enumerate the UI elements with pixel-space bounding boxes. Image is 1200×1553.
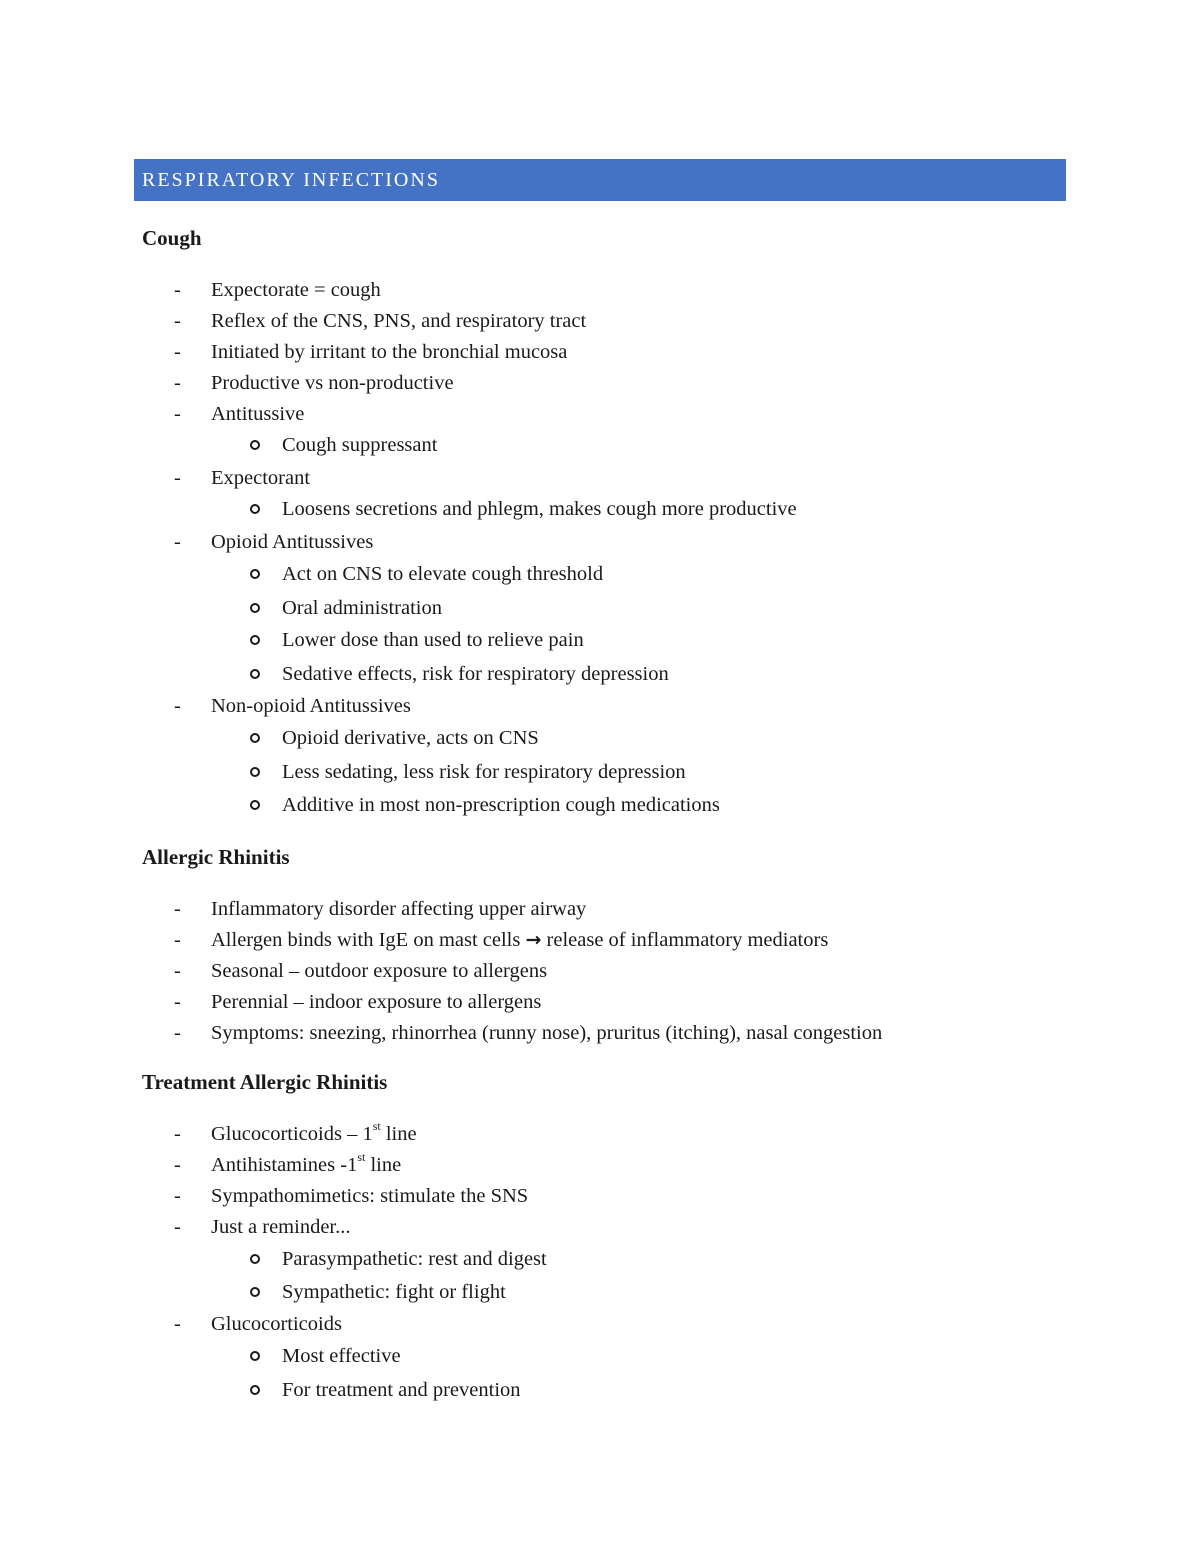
sub-list-item	[0, 1377, 1200, 1403]
list-dash-marker: -	[174, 960, 181, 982]
list-item-text: Expectorant	[211, 467, 311, 489]
list-item	[0, 1183, 1200, 1209]
list-dash-marker: -	[174, 991, 181, 1013]
sub-list-item-text: Parasympathetic: rest and digest	[282, 1248, 547, 1270]
list-item-text: Productive vs non-productive	[211, 372, 454, 394]
sub-list-item	[0, 725, 1200, 751]
list-dash-marker: -	[174, 695, 181, 717]
list-item-text: Opioid Antitussives	[211, 531, 374, 553]
list-dash-marker: -	[174, 279, 181, 301]
list-item-text: Glucocorticoids	[211, 1313, 342, 1335]
list-item	[0, 1214, 1200, 1240]
circle-bullet-icon	[250, 669, 260, 679]
circle-bullet-icon	[250, 800, 260, 810]
list-item-text: Symptoms: sneezing, rhinorrhea (runny nose), pruritus (itching), nasal congestion	[211, 1022, 883, 1044]
superscript: st	[372, 1119, 381, 1134]
list-dash-marker: -	[174, 310, 181, 332]
list-dash-marker: -	[174, 467, 181, 489]
sub-list-item-text: Act on CNS to elevate cough threshold	[282, 563, 604, 585]
list-item-text: Reflex of the CNS, PNS, and respiratory tract	[211, 310, 587, 332]
list-item	[0, 277, 1200, 303]
sub-list-item	[0, 1343, 1200, 1369]
list-item	[0, 1020, 1200, 1046]
sub-list-item-text: Sympathetic: fight or flight	[282, 1281, 506, 1303]
circle-bullet-icon	[250, 603, 260, 613]
list-item	[0, 1152, 1200, 1178]
list-item	[0, 1311, 1200, 1337]
list-item	[0, 896, 1200, 922]
list-item-text: Antitussive	[211, 403, 305, 425]
arrow-right-icon: →	[525, 929, 542, 951]
list-item-text	[211, 927, 828, 953]
list-dash-marker: -	[174, 1022, 181, 1044]
sub-list-item-text: Sedative effects, risk for respiratory depression	[282, 663, 669, 685]
sub-list-item	[0, 759, 1200, 785]
list-item-text: Perennial – indoor exposure to allergens	[211, 991, 542, 1013]
list-item-text: Seasonal – outdoor exposure to allergens	[211, 960, 548, 982]
circle-bullet-icon	[250, 504, 260, 514]
sub-list-item-text: Less sedating, less risk for respiratory depression	[282, 761, 686, 783]
list-dash-marker: -	[174, 403, 181, 425]
list-item-text-part: Allergen binds with IgE on mast cells	[211, 929, 521, 951]
list-dash-marker: -	[174, 898, 181, 920]
list-item-text: Expectorate = cough	[211, 279, 381, 301]
list-dash-marker: -	[174, 1154, 181, 1176]
sub-list-item	[0, 561, 1200, 587]
circle-bullet-icon	[250, 1385, 260, 1395]
list-item	[0, 958, 1200, 984]
list-dash-marker: -	[174, 372, 181, 394]
list-item	[0, 339, 1200, 365]
list-item-text	[211, 1152, 401, 1178]
list-item-text: Sympathomimetics: stimulate the SNS	[211, 1185, 529, 1207]
circle-bullet-icon	[250, 733, 260, 743]
sub-list-item	[0, 792, 1200, 818]
sub-list-item-text: Most effective	[282, 1345, 401, 1367]
list-item	[0, 465, 1200, 491]
list-item-text: Initiated by irritant to the bronchial mucosa	[211, 341, 568, 363]
list-item	[0, 401, 1200, 427]
sub-list-item-text: Additive in most non-prescription cough medications	[282, 794, 720, 816]
list-item-text-part: line	[380, 1123, 417, 1145]
circle-bullet-icon	[250, 1287, 260, 1297]
circle-bullet-icon	[250, 1254, 260, 1264]
sub-list-item-text: Lower dose than used to relieve pain	[282, 629, 584, 651]
superscript: st	[357, 1150, 366, 1165]
sub-list-item	[0, 661, 1200, 687]
title-banner	[134, 159, 1066, 201]
list-dash-marker: -	[174, 341, 181, 363]
circle-bullet-icon	[250, 440, 260, 450]
sub-list-item-text: Oral administration	[282, 597, 442, 619]
list-item	[0, 529, 1200, 555]
sub-list-item	[0, 595, 1200, 621]
section-heading: Treatment Allergic Rhinitis	[142, 1070, 388, 1094]
list-item	[0, 693, 1200, 719]
sub-list-item	[0, 627, 1200, 653]
circle-bullet-icon	[250, 767, 260, 777]
sub-list-item	[0, 1279, 1200, 1305]
document-title: RESPIRATORY INFECTIONS	[142, 168, 440, 191]
list-dash-marker: -	[174, 929, 181, 951]
sub-list-item-text: For treatment and prevention	[282, 1379, 521, 1401]
sub-list-item	[0, 432, 1200, 458]
list-item-text-part: Antihistamines -1	[211, 1154, 358, 1176]
circle-bullet-icon	[250, 1351, 260, 1361]
list-item-text-part: Glucocorticoids – 1	[211, 1123, 373, 1145]
list-dash-marker: -	[174, 1313, 181, 1335]
list-dash-marker: -	[174, 1216, 181, 1238]
list-item-text: Just a reminder...	[211, 1216, 351, 1238]
circle-bullet-icon	[250, 569, 260, 579]
list-item	[0, 927, 1200, 953]
list-dash-marker: -	[174, 1123, 181, 1145]
sub-list-item-text: Loosens secretions and phlegm, makes cough more productive	[282, 498, 797, 520]
list-item	[0, 370, 1200, 396]
list-item	[0, 989, 1200, 1015]
list-item-text-part: line	[365, 1154, 402, 1176]
sub-list-item	[0, 496, 1200, 522]
section-heading: Cough	[142, 226, 202, 250]
list-item-text: Inflammatory disorder affecting upper airway	[211, 898, 587, 920]
sub-list-item-text: Cough suppressant	[282, 434, 438, 456]
list-item-text	[211, 1121, 417, 1147]
list-dash-marker: -	[174, 531, 181, 553]
list-item-text: Non-opioid Antitussives	[211, 695, 411, 717]
section-heading: Allergic Rhinitis	[142, 845, 290, 869]
list-item	[0, 1121, 1200, 1147]
list-item-text-part: release of inflammatory mediators	[546, 929, 829, 951]
sub-list-item	[0, 1246, 1200, 1272]
list-dash-marker: -	[174, 1185, 181, 1207]
list-item	[0, 308, 1200, 334]
circle-bullet-icon	[250, 635, 260, 645]
sub-list-item-text: Opioid derivative, acts on CNS	[282, 727, 539, 749]
